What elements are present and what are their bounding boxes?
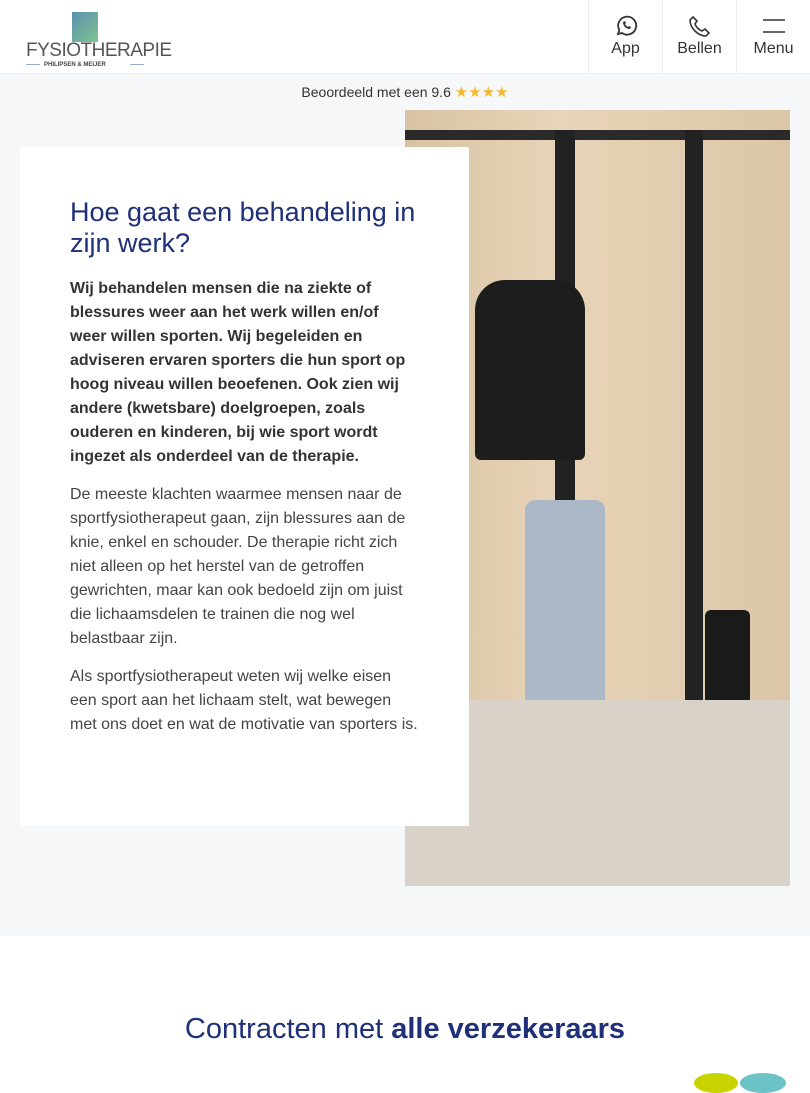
content-card — [20, 147, 469, 826]
call-label: Bellen — [677, 40, 722, 57]
insurer-logo — [740, 1073, 786, 1093]
call-button[interactable] — [662, 0, 736, 74]
divider — [130, 64, 144, 65]
menu-icon — [762, 14, 786, 38]
divider — [26, 64, 40, 65]
paragraph: Als sportfysiotherapeut weten wij welke eisen een sport aan het lichaam stelt, wat bewegen met ons doet en wat de motivatie van sporters is. — [70, 668, 418, 733]
menu-label: Menu — [753, 40, 794, 57]
contracts-title-light: Contracten met — [184, 1013, 384, 1045]
logo-mark-icon — [72, 12, 98, 42]
menu-button[interactable] — [736, 0, 810, 74]
whatsapp-icon — [614, 14, 638, 38]
rating-bar — [0, 74, 810, 110]
rating-text: Beoordeeld met een 9.6 — [301, 84, 451, 100]
insurer-logo — [694, 1073, 738, 1093]
treatment-section — [0, 110, 810, 936]
lead-paragraph: Wij behandelen mensen die na ziekte of blessures weer aan het werk willen en/of weer willen sporten. Wij begeleiden en adviseren ervaren sporters die hun sport op hoog niveau willen beoefenen. Ook zien wij andere (kwetsbare) doelgroepen, zoals ouderen en kinderen, bij wie sport wordt ingezet als onderdeel van de therapie. — [70, 280, 406, 465]
section-title: Hoe gaat een behandeling in zijn werk? — [70, 197, 416, 258]
phone-icon — [688, 14, 712, 38]
logo-subtitle: PHILIPSEN & MEIJER — [44, 62, 106, 68]
logo[interactable] — [26, 10, 172, 68]
paragraph: De meeste klachten waarmee mensen naar de sportfysiotherapeut gaan, zijn blessures aan de knie, enkel en schouder. De therapie richt zich niet alleen op het herstel van de getroffen gewrichten, maar kan ook bedoeld zijn om juist die lichaamsdelen te trainen die nog wel belastbaar zijn. — [70, 486, 406, 647]
logo-name: FYSIOTHERAPIE — [26, 40, 172, 61]
contracts-title-bold: alle verzekeraars — [391, 1013, 626, 1045]
site-header — [0, 0, 810, 74]
contracts-heading — [0, 1013, 810, 1046]
app-button[interactable] — [588, 0, 662, 74]
app-label: App — [611, 40, 640, 57]
star-icon: ★★★★ — [454, 84, 509, 101]
